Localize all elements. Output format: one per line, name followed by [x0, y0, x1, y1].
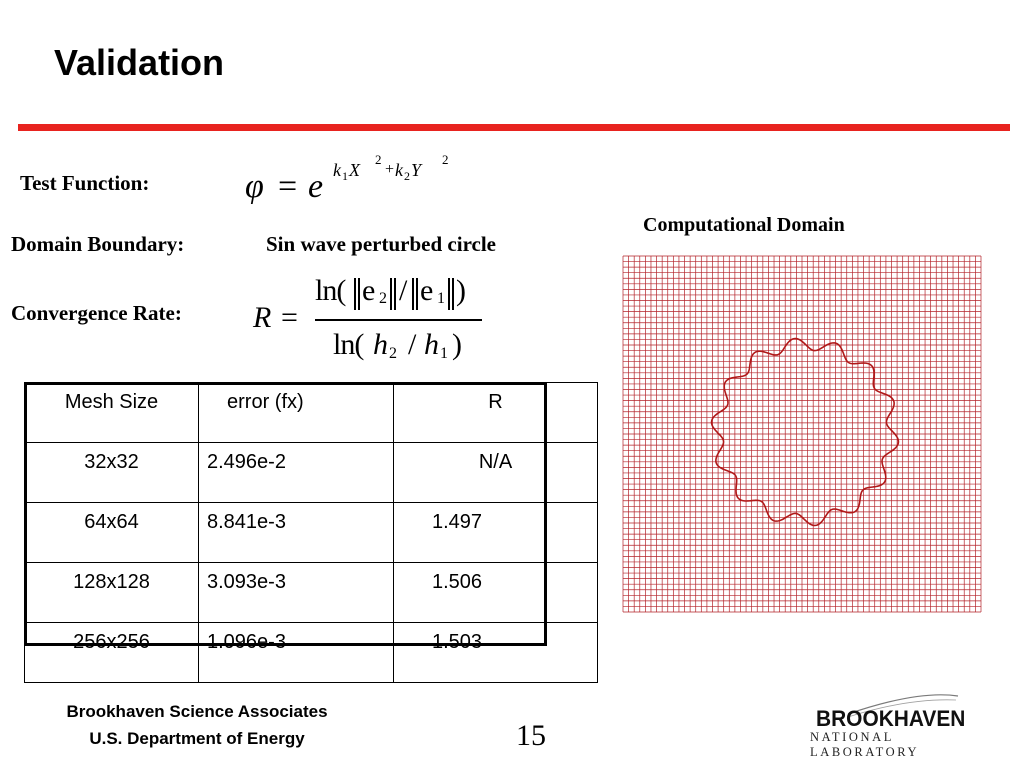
cell-rate: N/A — [394, 443, 598, 503]
header-error: error (fx) — [199, 383, 394, 443]
test-function-formula — [245, 152, 485, 206]
denominator-ln: ln( — [333, 328, 364, 361]
norm-bar — [358, 278, 360, 310]
norm-e2-sub: 2 — [379, 290, 387, 307]
table-header-row — [25, 383, 598, 443]
slide-title: Validation — [54, 42, 225, 83]
table-row — [25, 443, 598, 503]
norm-bar — [354, 278, 356, 310]
cell-error: 2.496e-2 — [199, 443, 394, 503]
exp-y: Y — [411, 160, 422, 180]
exp-k1-sub: 1 — [342, 169, 348, 183]
test-function-label: Test Function: — [20, 171, 150, 195]
denominator-slash: / — [408, 328, 417, 361]
exp-k2-sub: 2 — [404, 169, 410, 183]
domain-boundary-label: Domain Boundary: — [11, 232, 185, 256]
exp-x-sup: 2 — [375, 152, 382, 167]
exp-k2: k — [395, 160, 403, 180]
cell-rate: 1.503 — [394, 623, 598, 683]
cell-mesh-size: 256x256 — [25, 623, 199, 683]
header-mesh-size: Mesh Size — [25, 383, 199, 443]
denominator-h1: h — [424, 328, 439, 361]
mesh-grid-lines — [623, 256, 981, 612]
norm-bar — [416, 278, 418, 310]
rate-equals: = — [281, 301, 298, 334]
exp-base: e — [308, 168, 324, 205]
cell-mesh-size: 128x128 — [25, 563, 199, 623]
cell-error: 1.096e-3 — [199, 623, 394, 683]
cell-rate: 1.506 — [394, 563, 598, 623]
logo-subtitle: NATIONAL LABORATORY — [810, 730, 920, 759]
norm-e2: e — [362, 274, 376, 307]
convergence-formula — [253, 272, 493, 372]
footer-org: Brookhaven Science Associates — [66, 702, 328, 721]
numerator-ln: ln( — [315, 274, 346, 307]
logo-name: BROOKHAVEN — [816, 706, 966, 731]
cell-mesh-size: 32x32 — [25, 443, 199, 503]
brookhaven-logo — [808, 692, 1008, 759]
denominator-close: ) — [452, 328, 462, 361]
fraction-bar — [315, 319, 482, 321]
results-table — [24, 382, 598, 683]
equals-sign: = — [278, 168, 298, 205]
computational-domain-grid — [622, 255, 982, 613]
norm-e1: e — [420, 274, 434, 307]
exp-plus: + — [385, 161, 395, 178]
denominator-h2-sub: 2 — [389, 345, 397, 362]
rate-symbol: R — [253, 301, 272, 334]
phi-symbol: φ — [245, 168, 264, 205]
cell-error: 3.093e-3 — [199, 563, 394, 623]
domain-boundary-value: Sin wave perturbed circle — [266, 232, 496, 256]
numerator-slash: / — [399, 274, 408, 307]
footer-dept: U.S. Department of Energy — [89, 729, 305, 748]
exp-x: X — [349, 160, 360, 180]
header-rate: R — [394, 383, 598, 443]
norm-bar — [390, 278, 392, 310]
table-row — [25, 623, 598, 683]
norm-e1-sub: 1 — [437, 290, 445, 307]
page-number: 15 — [516, 719, 546, 752]
table-row — [25, 503, 598, 563]
cell-rate: 1.497 — [394, 503, 598, 563]
norm-bar — [394, 278, 396, 310]
title-divider — [18, 124, 1010, 131]
exp-k1: k — [333, 160, 341, 180]
table-row — [25, 563, 598, 623]
exp-y-sup: 2 — [442, 152, 449, 167]
norm-bar — [412, 278, 414, 310]
numerator-close: ) — [456, 274, 466, 307]
norm-bar — [452, 278, 454, 310]
convergence-rate-label: Convergence Rate: — [11, 301, 182, 325]
norm-bar — [448, 278, 450, 310]
perturbed-circle-boundary — [712, 339, 899, 526]
cell-mesh-size: 64x64 — [25, 503, 199, 563]
computational-domain-label: Computational Domain — [643, 214, 845, 236]
cell-error: 8.841e-3 — [199, 503, 394, 563]
denominator-h1-sub: 1 — [440, 345, 448, 362]
denominator-h2: h — [373, 328, 388, 361]
